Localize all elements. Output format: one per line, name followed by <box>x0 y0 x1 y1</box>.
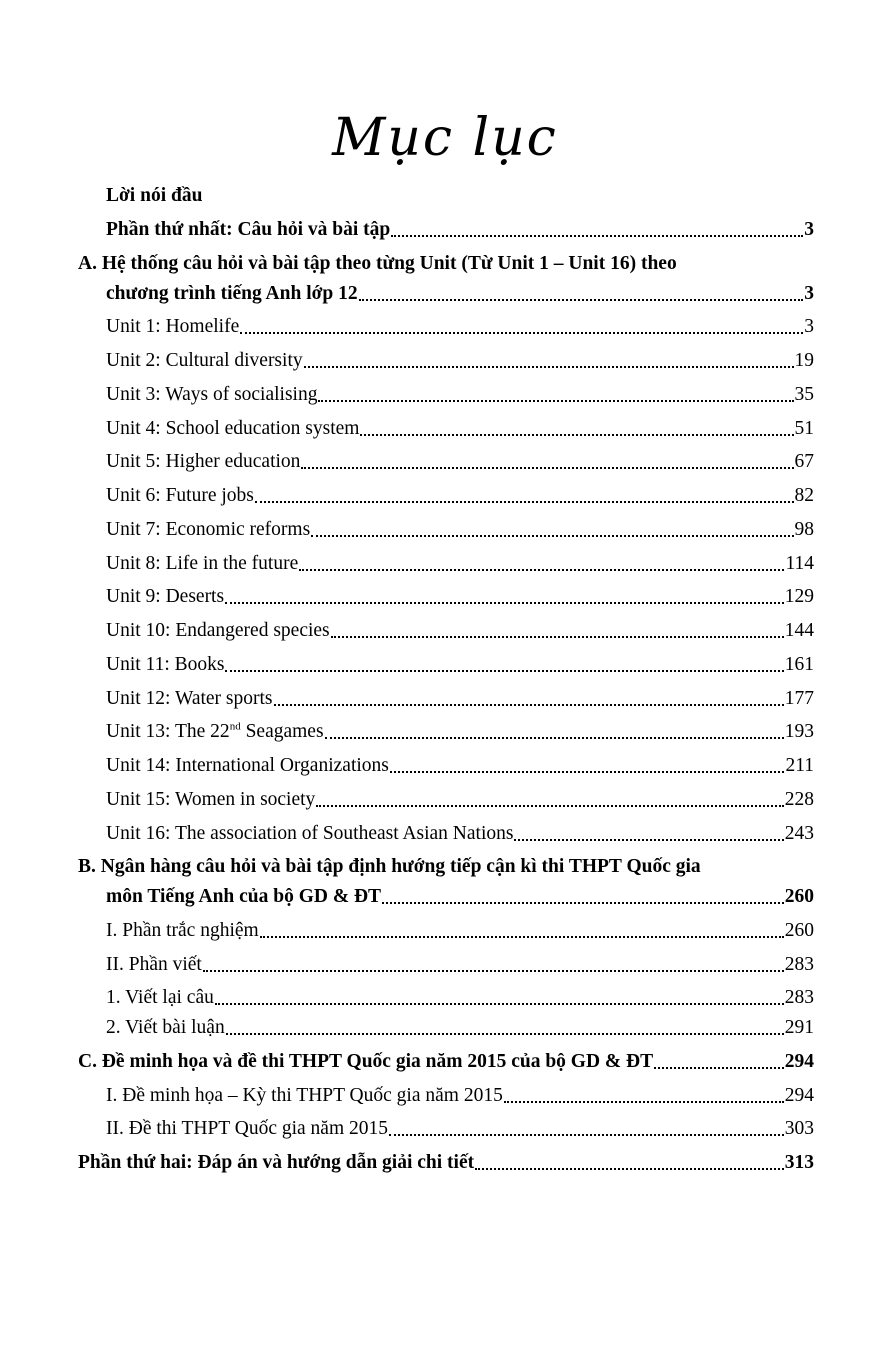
dot-leader <box>274 686 784 706</box>
toc-entry-section-b-cont[interactable] <box>106 884 814 910</box>
toc-entry-text: C. Đề minh họa và đề thi THPT Quốc gia năm 2015 của bộ GD & ĐT <box>78 1051 654 1072</box>
toc-page-number: 260 <box>784 920 814 941</box>
dot-leader <box>389 1116 784 1136</box>
page-title: Mục lục <box>332 108 558 168</box>
toc-entry-text: 2. Viết bài luận <box>106 1017 225 1038</box>
toc-entry-text: Unit 14: International Organizations <box>106 755 389 776</box>
toc-page-number: 144 <box>784 620 814 641</box>
toc-page-number: 243 <box>784 823 814 844</box>
toc-page-number: 35 <box>794 384 814 405</box>
dot-leader <box>318 382 793 402</box>
toc-page-number: 161 <box>784 654 814 675</box>
toc-page-number: 193 <box>784 721 814 742</box>
toc-page-number: 3 <box>804 283 814 304</box>
toc-entry-part-two[interactable] <box>78 1150 814 1176</box>
toc-entry-unit-2[interactable] <box>106 348 814 374</box>
toc-entry-text: Unit 6: Future jobs <box>106 485 254 506</box>
toc-entry-multiple-choice[interactable] <box>106 918 814 944</box>
toc-entry-text: Unit 7: Economic reforms <box>106 519 311 540</box>
toc-entry-section-a <box>78 251 677 277</box>
dot-leader <box>475 1150 784 1170</box>
dot-leader <box>390 753 785 773</box>
dot-leader <box>316 787 783 807</box>
toc-entry-text: Unit 12: Water sports <box>106 688 273 709</box>
toc-page-number: 19 <box>794 350 814 371</box>
toc-entry-section-a-cont[interactable] <box>106 281 814 307</box>
toc-page-number: 82 <box>794 485 814 506</box>
toc-entry-text: Phần thứ hai: Đáp án và hướng dẫn giải chi tiết <box>78 1152 475 1173</box>
toc-page-number: 177 <box>784 688 814 709</box>
dot-leader <box>299 551 784 571</box>
toc-entry-text: I. Đề minh họa – Kỳ thi THPT Quốc gia năm 2015 <box>106 1085 503 1106</box>
dot-leader <box>226 1015 784 1035</box>
dot-leader <box>325 719 784 739</box>
toc-page-number: 283 <box>784 987 814 1008</box>
toc-entry-rewrite[interactable] <box>106 985 814 1011</box>
toc-entry-text-rest: Seagames <box>240 721 324 742</box>
toc-entry-sample-exam[interactable] <box>106 1083 814 1109</box>
toc-entry-unit-1[interactable] <box>106 314 814 340</box>
toc-entry-unit-16[interactable] <box>106 821 814 847</box>
toc-entry-writing[interactable] <box>106 952 814 978</box>
toc-entry-text: 1. Viết lại câu <box>106 987 214 1008</box>
dot-leader <box>504 1083 784 1103</box>
toc-entry-section-b <box>78 854 701 880</box>
ordinal-suffix: nd <box>229 720 241 733</box>
toc-page-number: 3 <box>804 219 814 240</box>
toc-entry-section-c[interactable] <box>78 1049 814 1075</box>
toc-entry-text <box>106 719 324 745</box>
toc-entry-essay[interactable] <box>106 1015 814 1041</box>
toc-page-number: 51 <box>794 418 814 439</box>
toc-entry-unit-4[interactable] <box>106 416 814 442</box>
toc-entry-text-main: Unit 13: The 22 <box>106 721 230 742</box>
toc-page-number: 294 <box>784 1051 814 1072</box>
dot-leader <box>359 281 804 301</box>
toc-entry-unit-9[interactable] <box>106 584 814 610</box>
toc-entry-text: Lời nói đầu <box>106 185 203 206</box>
toc-entry-unit-5[interactable] <box>106 449 814 475</box>
toc-entry-unit-3[interactable] <box>106 382 814 408</box>
toc-entry-text: Unit 2: Cultural diversity <box>106 350 303 371</box>
toc-entry-unit-10[interactable] <box>106 618 814 644</box>
dot-leader <box>391 217 803 237</box>
dot-leader <box>514 821 783 841</box>
toc-entry-text: Unit 1: Homelife <box>106 316 240 337</box>
toc-entry-unit-8[interactable] <box>106 551 814 577</box>
toc-page-number: 114 <box>785 553 814 574</box>
toc-entry-text: môn Tiếng Anh của bộ GD & ĐT <box>106 886 382 907</box>
toc-entry-text: II. Đề thi THPT Quốc gia năm 2015 <box>106 1118 388 1139</box>
dot-leader <box>382 884 784 904</box>
dot-leader <box>260 918 784 938</box>
toc-entry-text: Unit 8: Life in the future <box>106 553 299 574</box>
toc-entry-text: Phần thứ nhất: Câu hỏi và bài tập <box>106 219 391 240</box>
toc-entry-preface <box>106 183 202 209</box>
toc-entry-unit-11[interactable] <box>106 652 814 678</box>
toc-page-number: 283 <box>784 954 814 975</box>
dot-leader <box>301 449 793 469</box>
dot-leader <box>255 483 794 503</box>
dot-leader <box>225 652 783 672</box>
toc-page-number: 303 <box>784 1118 814 1139</box>
toc-entry-unit-14[interactable] <box>106 753 814 779</box>
toc-entry-text: chương trình tiếng Anh lớp 12 <box>106 283 358 304</box>
toc-entry-unit-7[interactable] <box>106 517 814 543</box>
toc-page-number: 260 <box>784 886 814 907</box>
toc-entry-text: II. Phần viết <box>106 954 202 975</box>
toc-page-number: 98 <box>794 519 814 540</box>
dot-leader <box>240 314 803 334</box>
dot-leader <box>360 416 793 436</box>
dot-leader <box>331 618 784 638</box>
dot-leader <box>304 348 794 368</box>
toc-entry-text: A. Hệ thống câu hỏi và bài tập theo từng Unit (Từ Unit 1 – Unit 16) theo <box>78 253 677 274</box>
toc-entry-text: Unit 5: Higher education <box>106 451 301 472</box>
toc-page-number: 313 <box>784 1152 814 1173</box>
toc-page-number: 129 <box>784 586 814 607</box>
toc-entry-text: Unit 9: Deserts <box>106 586 225 607</box>
dot-leader <box>203 952 784 972</box>
toc-entry-part-one[interactable] <box>106 217 814 243</box>
toc-page-number: 211 <box>785 755 814 776</box>
dot-leader <box>654 1049 784 1069</box>
toc-entry-unit-6[interactable] <box>106 483 814 509</box>
toc-entry-text: B. Ngân hàng câu hỏi và bài tập định hướng tiếp cận kì thi THPT Quốc gia <box>78 856 701 877</box>
toc-page-number: 294 <box>784 1085 814 1106</box>
toc-page-number: 228 <box>784 789 814 810</box>
toc-entry-text: I. Phần trắc nghiệm <box>106 920 259 941</box>
dot-leader <box>215 985 784 1005</box>
toc-entry-text: Unit 15: Women in society <box>106 789 316 810</box>
toc-entry-text: Unit 4: School education system <box>106 418 360 439</box>
toc-page-number: 291 <box>784 1017 814 1038</box>
dot-leader <box>311 517 793 537</box>
toc-entry-unit-15[interactable] <box>106 787 814 813</box>
toc-entry-national-exam[interactable] <box>106 1116 814 1142</box>
toc-page-number: 67 <box>794 451 814 472</box>
dot-leader <box>225 584 784 604</box>
toc-entry-text: Unit 16: The association of Southeast Asian Nations <box>106 823 514 844</box>
toc-entry-text: Unit 3: Ways of socialising <box>106 384 318 405</box>
toc-page-number: 3 <box>804 316 814 337</box>
toc-entry-text: Unit 10: Endangered species <box>106 620 330 641</box>
toc-entry-unit-13[interactable] <box>106 719 814 745</box>
toc-entry-unit-12[interactable] <box>106 686 814 712</box>
toc-entry-text: Unit 11: Books <box>106 654 225 675</box>
